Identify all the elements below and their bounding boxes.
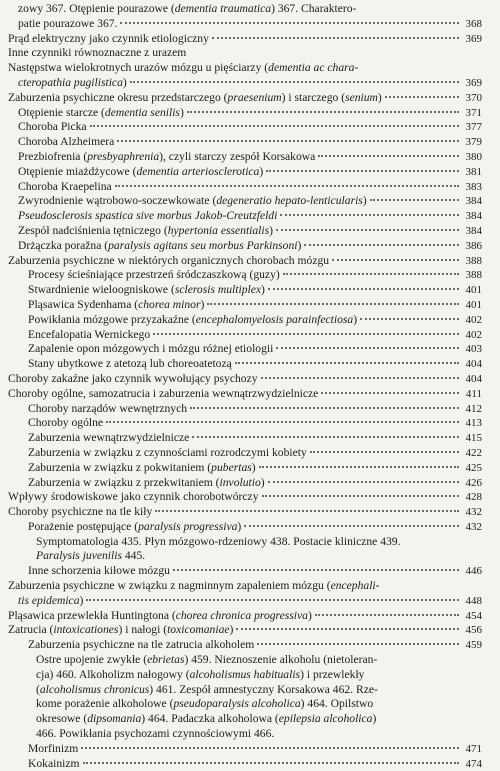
toc-page-number: 369: [465, 76, 482, 89]
toc-entry-title: Ostre upojenie zwykłe (ebrietas) 459. Nieznoszenie alkoholu (nietoleran-: [36, 653, 378, 667]
toc-page-number: 386: [465, 239, 482, 252]
toc-page-number: 403: [465, 343, 482, 356]
toc-entry-title: Zaburzenia w związku z pokwitaniem (pubertas): [28, 460, 256, 474]
toc-entry: [8, 224, 482, 239]
dot-leader: [385, 95, 459, 98]
dot-leader: [236, 627, 459, 630]
dot-leader: [83, 761, 459, 764]
toc-entry-title: Choroba Picka: [18, 120, 87, 134]
toc-page-number: 456: [465, 624, 482, 637]
dot-leader: [262, 494, 460, 497]
toc-entry-title: Pseudosclerosis spastica sive morbus Jakob-Creutzfeldi: [18, 209, 278, 223]
toc-page-number: 402: [465, 313, 482, 326]
toc-entry-title: cteropathia pugilistica): [18, 75, 127, 89]
dot-leader: [310, 450, 459, 453]
toc-entry-title: 466. Powikłania psychozami czynnościowymi 466.: [36, 727, 275, 741]
toc-entry-title: kome porażenie alkoholowe (pseudoparalysis alcoholica) 464. Opilstwo: [36, 697, 374, 711]
toc-entry-title: Zwyrodnienie wątrobowo-soczewkowate (degeneratio hepato-lenticularis): [18, 194, 367, 208]
toc-page-number: 388: [465, 254, 482, 267]
dot-leader: [106, 420, 459, 423]
dot-leader: [155, 509, 459, 512]
toc-continuation-line: [8, 727, 482, 742]
toc-page-number: 412: [465, 402, 482, 415]
toc-entry-title: Wpływy środowiskowe jako czynnik chorobotwórczy: [8, 490, 259, 504]
toc-page-number: 474: [465, 757, 482, 770]
toc-entry-title: Prezbiofrenia (presbyaphrenia), czyli starczy zespół Korsakowa: [18, 149, 316, 163]
toc-entry-title: Encefalopatia Wernickego: [28, 327, 151, 341]
toc-entry-title: Choroby psychiczne na tle kiły: [8, 505, 153, 519]
toc-page-number: 432: [465, 520, 482, 533]
toc-entry-title: patie pourazowe 367.: [18, 16, 118, 30]
toc-continuation-line: [8, 2, 482, 17]
toc-entry: [8, 91, 482, 106]
toc-entry: [8, 609, 482, 624]
toc-entry-title: Choroby ogólne, samozatrucia i zaburzenia wewnątrzwydzielnicze: [8, 386, 319, 400]
toc-entry-title: Prąd elektryczny jako czynnik etiologiczny: [8, 31, 209, 45]
dot-leader: [244, 524, 459, 527]
toc-entry: [8, 461, 482, 476]
toc-entry-title: Zaburzenia psychiczne w związku z nagminnym zapaleniem mózgu (encephali-: [8, 579, 380, 593]
toc-entry-title: Zaburzenia psychiczne w niektórych organicznych chorobach mózgu: [8, 253, 330, 267]
toc-continuation-line: [8, 697, 482, 712]
toc-entry-title: Pląsawica przewlekła Huntingtona (chorea chronica progressiva): [8, 608, 312, 622]
toc-page-number: 371: [465, 106, 482, 119]
toc-entry: [8, 254, 482, 269]
toc-page-number: 401: [465, 298, 482, 311]
toc-page-number: 454: [465, 609, 482, 622]
toc-entry: [8, 342, 482, 357]
dot-leader: [280, 213, 459, 216]
toc-entry: [8, 505, 482, 520]
toc-entry-title: Zaburzenia psychiczne na tle zatrucia alkoholem: [28, 638, 255, 652]
dot-leader: [259, 465, 459, 468]
toc-entry: [8, 298, 482, 313]
dot-leader: [190, 406, 459, 409]
toc-entry: [8, 357, 482, 372]
toc-entry-title: Drżączka poražna (paralysis agitans seu morbus Parkinsoni): [18, 238, 302, 252]
toc-page-number: 422: [465, 446, 482, 459]
toc-entry-title: Choroba Alzheimera: [18, 135, 115, 149]
dot-leader: [120, 21, 459, 24]
dot-leader: [261, 376, 459, 379]
dot-leader: [187, 110, 459, 113]
dot-leader: [315, 613, 459, 616]
toc-entry-title: Choroby zakaźne jako czynnik wywołujący psychozy: [8, 371, 258, 385]
toc-entry-title: Porażenie postępujące (paralysis progressiva): [28, 519, 242, 533]
toc-entry-title: okresowe (dipsomania) 464. Padaczka alkoholowa (epilepsia alcoholica): [36, 712, 377, 726]
toc-page-number: 448: [465, 594, 482, 607]
dot-leader: [90, 124, 459, 127]
toc-page-number: 384: [465, 210, 482, 223]
dot-leader: [304, 243, 459, 246]
toc-page-number: 459: [465, 639, 482, 652]
toc-entry-title: Zaburzenia wewnątrzwydzielnicze: [28, 431, 190, 445]
toc-entry: [8, 283, 482, 298]
toc-entry: [8, 623, 482, 638]
dot-leader: [117, 139, 459, 142]
dot-leader: [212, 36, 459, 39]
toc-entry-title: Zespół nadciśnienia tętniczego (hypertonia essentialis): [18, 223, 274, 237]
toc-entry-title: Choroby narządów wewnętrznych: [28, 401, 188, 415]
toc-entry: [8, 135, 482, 150]
toc-entry-title: Zapalenie opon mózgowych i mózgu różnej etiologii: [28, 342, 274, 356]
toc-continuation-line: [8, 76, 482, 91]
toc-entry-title: Następstwa wielokrotnych urazów mózgu u pięściarzy (dementia ac chara-: [8, 61, 359, 75]
toc-entry-title: Zaburzenia w związku z czynnościami rozrodczymi kobiety: [28, 445, 307, 459]
toc-entry-title: Powikłania mózgowe przyzakaźne (encephalomyelosis parainfectiosa): [28, 312, 358, 326]
toc-page-number: 446: [465, 565, 482, 578]
toc-entry: [8, 476, 482, 491]
dot-leader: [268, 480, 459, 483]
toc-page-number: 381: [465, 165, 482, 178]
toc-entry: [8, 416, 482, 431]
dot-leader: [370, 198, 459, 201]
toc-entry-title: Stwardnienie wieloogniskowe (sclerosis multiplex): [28, 283, 265, 297]
toc-entry-title: Zatrucia (intoxicationes) i nałogi (toxicomaniae): [8, 623, 234, 637]
toc-entry-title: Otępienie miażdżycowe (dementia arteriosclerotica): [18, 164, 264, 178]
toc-entry-title: zowy 367. Otępienie pourazowe (dementia traumatica) 367. Charaktero-: [18, 2, 357, 15]
toc-entry-title: Paralysis juvenilis 445.: [36, 549, 146, 563]
toc-entry-title: Otępienie starcze (dementia senilis): [18, 105, 184, 119]
toc-entry: [8, 194, 482, 209]
toc-page-number: 368: [465, 17, 482, 30]
toc-entry: [8, 268, 482, 283]
toc-entry-title: Inne schorzenia kiłowe mózgu: [28, 564, 170, 578]
toc-entry-title: Procesy ścieśniające przestrzeń śródczaszkową (guzy): [28, 268, 280, 282]
toc-page-number: 384: [465, 195, 482, 208]
toc-entry-title: Zaburzenia w związku z przekwitaniem (involutio): [28, 475, 265, 489]
toc-entry: [8, 150, 482, 165]
toc-entry-title: Stany ubytkowe z atetozą lub choreoatetozą: [28, 357, 232, 371]
toc-entry: [8, 520, 482, 535]
toc-entry-title: Choroby ogólne: [28, 416, 104, 430]
toc-page-number: 369: [465, 32, 482, 45]
toc-continuation-line: [8, 549, 482, 564]
toc-entry: [8, 638, 482, 653]
dot-leader: [207, 302, 459, 305]
toc-entry: [8, 372, 482, 387]
dot-leader: [153, 332, 459, 335]
toc-page-number: 380: [465, 150, 482, 163]
toc-continuation-line: [8, 594, 482, 609]
toc-entry-title: Pląsawica Sydenhama (chorea minor): [28, 297, 205, 311]
toc-entry-title: Inne czynniki równoznaczne z urazem: [8, 46, 187, 60]
dot-leader: [276, 346, 459, 349]
toc-entry: [8, 120, 482, 135]
toc-entry: [8, 387, 482, 402]
dot-leader: [257, 642, 459, 645]
toc-continuation-line: [8, 683, 482, 698]
toc-entry-title: cja) 460. Alkoholizm nałogowy (alcoholismus habitualis) i przewlekły: [36, 667, 365, 681]
dot-leader: [360, 317, 459, 320]
dot-leader: [130, 80, 459, 83]
toc-entry: [8, 564, 482, 579]
toc-entry: [8, 402, 482, 417]
toc-page-number: 379: [465, 136, 482, 149]
toc-entry: [8, 106, 482, 121]
toc-entry: [8, 431, 482, 446]
toc-continuation-line: [8, 17, 482, 32]
toc-page-number: 402: [465, 328, 482, 341]
toc-page-number: 404: [465, 372, 482, 385]
toc-page-number: 404: [465, 358, 482, 371]
toc-entry: [8, 239, 482, 254]
toc-page-number: 432: [465, 506, 482, 519]
dot-leader: [81, 746, 459, 749]
dot-leader: [318, 154, 459, 157]
toc-entry: [8, 579, 482, 594]
toc-entry: [8, 209, 482, 224]
toc-entry-title: Symptomatologia 435. Płyn mózgowo-rdzeniowy 438. Postacie kliniczne 439.: [36, 534, 401, 548]
toc-entry: [8, 328, 482, 343]
toc-continuation-line: [8, 712, 482, 727]
toc-page-number: 413: [465, 417, 482, 430]
toc-entry: [8, 32, 482, 47]
toc-entry: [8, 180, 482, 195]
dot-leader: [173, 568, 459, 571]
dot-leader: [192, 435, 459, 438]
toc-entry: [8, 313, 482, 328]
dot-leader: [115, 184, 459, 187]
toc-continuation-line: [8, 653, 482, 668]
toc-page-number: 471: [465, 742, 482, 755]
dot-leader: [283, 272, 459, 275]
toc-entry-title: Kokainizm: [28, 756, 80, 770]
toc-entry: [8, 46, 482, 61]
toc-entry: [8, 61, 482, 76]
dot-leader: [268, 287, 459, 290]
toc-page-number: 425: [465, 461, 482, 474]
toc-entry-title: Morfinizm: [28, 741, 79, 755]
dot-leader: [276, 228, 459, 231]
toc-entry: [8, 742, 482, 757]
toc-page-number: 383: [465, 180, 482, 193]
dot-leader: [321, 391, 459, 394]
toc-continuation-line: [8, 535, 482, 550]
toc-page-number: 370: [465, 91, 482, 104]
toc-entry-title: (alcoholismus chronicus) 461. Zespół amnestyczny Korsakowa 462. Rze-: [36, 682, 378, 696]
toc-entry: [8, 165, 482, 180]
toc-page-number: 411: [465, 387, 482, 400]
toc-continuation-line: [8, 668, 482, 683]
dot-leader: [235, 361, 459, 364]
toc-page-number: 384: [465, 224, 482, 237]
toc-entry-title: Zaburzenia psychiczne okresu przedstarczego (praesenium) i starczego (senium): [8, 90, 382, 104]
toc-page-number: 377: [465, 121, 482, 134]
toc-entry: [8, 490, 482, 505]
toc-page-number: 426: [465, 476, 482, 489]
toc-page-number: 428: [465, 491, 482, 504]
toc-page-number: 401: [465, 284, 482, 297]
dot-leader: [332, 258, 459, 261]
toc-entry-title: Choroba Kraepelina: [18, 179, 112, 193]
toc-entry: [8, 446, 482, 461]
toc-page-number: 415: [465, 432, 482, 445]
toc-entry: [8, 757, 482, 771]
dot-leader: [86, 598, 459, 601]
toc-page-number: 388: [465, 269, 482, 282]
dot-leader: [266, 169, 459, 172]
toc-entry-title: tis epidemica): [18, 593, 84, 607]
